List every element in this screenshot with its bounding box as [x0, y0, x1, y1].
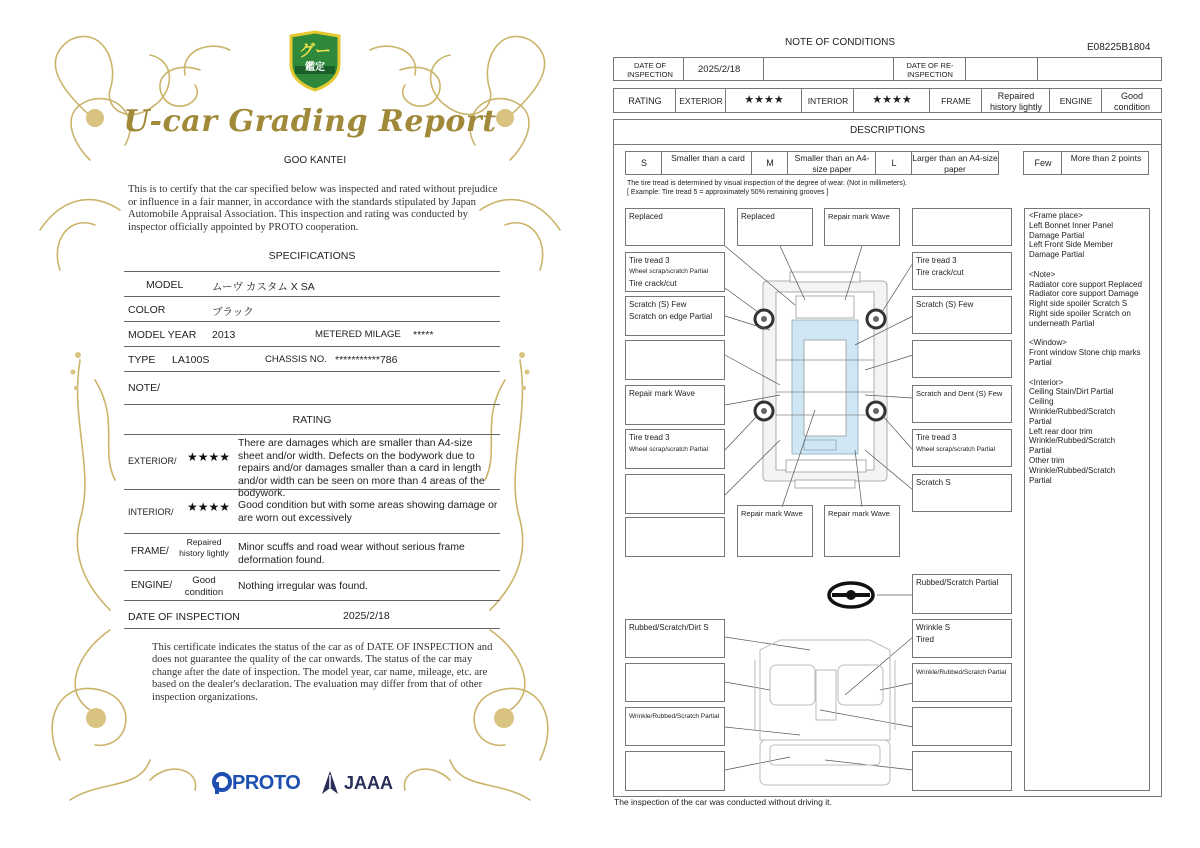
note-line: underneath Partial	[1029, 318, 1095, 328]
condition-box-empty	[625, 340, 725, 380]
notes-panel	[1024, 208, 1150, 791]
report-subtitle: GOO KANTEI	[283, 155, 347, 166]
color-value: ブラック	[212, 306, 254, 318]
condition-box	[912, 619, 1012, 658]
legend-desc-few: More than 2 points	[1070, 153, 1142, 163]
condition-text: Tire tread 3	[916, 433, 957, 442]
sheet-title: NOTE OF CONDITIONS	[785, 37, 895, 48]
color-label: COLOR	[128, 304, 166, 316]
exterior-label: EXTERIOR	[679, 96, 723, 106]
note-line: Left Front Side Member	[1029, 240, 1114, 250]
condition-text: Wheel scrap/scratch Partial	[629, 268, 709, 275]
condition-text: Tire tread 3	[916, 256, 957, 265]
condition-box	[625, 385, 725, 425]
condition-box	[912, 429, 1012, 467]
condition-box-empty	[912, 340, 1012, 378]
rating-label: RATING	[628, 96, 662, 106]
legend-key-l: L	[891, 158, 897, 168]
note-line: Ceiling Stain/Dirt Partial	[1029, 387, 1114, 397]
note-line: Radiator core support Damage	[1029, 289, 1139, 299]
chassis-value: ***********786	[335, 354, 398, 366]
condition-box	[912, 385, 1012, 423]
condition-text: Scratch (S) Few	[916, 300, 974, 309]
divider	[124, 533, 500, 534]
divider	[124, 404, 500, 405]
divider	[124, 600, 500, 601]
specifications-heading: SPECIFICATIONS	[268, 250, 356, 262]
note-line: <Note>	[1029, 269, 1056, 279]
note-line: Wrinkle/Rubbed/Scratch	[1029, 465, 1116, 475]
condition-text: Wheel scrap/scratch Partial	[916, 446, 996, 453]
issuer-logos	[212, 770, 412, 800]
jaaa-logo-icon	[320, 770, 340, 796]
model-label: MODEL	[146, 279, 184, 291]
interior-stars: ★★★★	[872, 94, 912, 106]
note-line: Right side spoiler Scratch S	[1029, 299, 1128, 309]
frame-value: Repaired history lightly	[989, 91, 1043, 112]
rating-heading: RATING	[292, 414, 332, 426]
condition-box	[824, 505, 900, 557]
legend-desc-l: Larger than an A4-size paper	[912, 153, 998, 174]
frame-label: FRAME	[941, 96, 971, 106]
note-line	[1029, 368, 1147, 378]
tire-tread-note: The tire tread is determined by visual inspection of the degree of wear. (Not in millimeters).	[627, 180, 908, 187]
divider	[124, 434, 500, 435]
condition-box-empty	[912, 707, 1012, 746]
condition-box	[737, 208, 813, 246]
condition-text: Wrinkle/Rubbed/Scratch Partial	[629, 713, 720, 720]
engine-value: Good condition	[1113, 91, 1151, 112]
note-line: Radiator core support Replaced	[1029, 279, 1142, 289]
condition-text: Replaced	[629, 212, 663, 221]
note-line: Left rear door trim	[1029, 426, 1093, 436]
exterior-label: EXTERIOR/	[128, 456, 177, 466]
engine-value: Good condition	[184, 575, 224, 598]
interior-stars: ★★★★	[187, 500, 231, 514]
date-of-inspection-label: DATE OF INSPECTION	[128, 611, 240, 623]
condition-box	[912, 663, 1012, 702]
divider	[124, 321, 500, 322]
divider	[124, 346, 500, 347]
condition-box	[912, 474, 1012, 512]
condition-text: Tire tread 3	[629, 256, 670, 265]
date-of-inspection-value: 2025/2/18	[343, 610, 390, 622]
condition-box-empty	[625, 474, 725, 514]
condition-box	[912, 574, 1012, 614]
interior-label: INTERIOR/	[128, 507, 174, 517]
condition-text: Wrinkle/Rubbed/Scratch Partial	[916, 669, 1007, 676]
condition-box	[625, 296, 725, 336]
condition-text: Scratch on edge Partial	[629, 312, 713, 321]
condition-box	[912, 252, 1012, 290]
divider	[124, 296, 500, 297]
note-line	[1029, 260, 1147, 270]
legend-key-few: Few	[1034, 158, 1052, 168]
metered-mileage-value: *****	[413, 329, 434, 341]
exterior-stars: ★★★★	[187, 450, 231, 464]
condition-box	[824, 208, 900, 246]
condition-box-empty	[625, 751, 725, 791]
note-line	[1029, 329, 1147, 339]
exterior-stars: ★★★★	[744, 94, 784, 106]
legend-key-s: S	[640, 158, 647, 168]
legend-desc-m: Smaller than an A4-size paper	[794, 153, 870, 174]
condition-box	[625, 707, 725, 746]
condition-box	[625, 429, 725, 469]
note-line: Damage Partial	[1029, 230, 1085, 240]
note-line: Partial	[1029, 357, 1052, 367]
condition-box	[737, 505, 813, 557]
condition-text: Rubbed/Scratch Partial	[916, 578, 999, 587]
note-line: Partial	[1029, 475, 1052, 485]
model-year-value: 2013	[212, 329, 236, 341]
model-value: ムーヴ カスタム X SA	[212, 281, 315, 293]
condition-text: Tired	[916, 635, 934, 644]
engine-label: ENGINE/	[131, 580, 173, 591]
exterior-description: There are damages which are smaller than A4-size sheet and/or width. Defects on the bodywork due to repairs and/or damages smaller than a card in length and/or width can be seen on more than 4 areas of the bodywork.	[238, 438, 485, 499]
note-line: <Window>	[1029, 338, 1067, 348]
jaaa-logo-text: JAAA	[344, 773, 394, 793]
condition-text: Scratch S	[916, 478, 951, 487]
divider	[124, 489, 500, 490]
note-line: <Interior>	[1029, 377, 1064, 387]
condition-text: Repair mark Wave	[828, 509, 890, 518]
condition-box-empty	[912, 751, 1012, 791]
badge-sub-text: 鑑定	[305, 62, 325, 73]
type-label: TYPE	[128, 354, 156, 366]
condition-text: Wheel scrap/scratch Partial	[629, 446, 709, 453]
condition-box-empty	[625, 663, 725, 702]
condition-box	[625, 252, 725, 292]
condition-text: Tire crack/cut	[629, 279, 677, 288]
condition-text: Repair mark Wave	[828, 212, 890, 221]
condition-box-empty	[625, 517, 725, 557]
divider	[124, 271, 500, 272]
note-line: Other trim	[1029, 455, 1065, 465]
certificate-disclaimer: This certificate indicates the status of the car as of DATE OF INSPECTION and does not guarantee the quality of the car onwards. The status of the car may change after the date of inspection. The model year, car name, mileage, etc. are based on the dealer's declaration. The evaluation may differ from that of other inspection organizations.	[152, 642, 493, 703]
frame-value: Repaired history lightly	[179, 537, 229, 558]
divider	[124, 570, 500, 571]
note-line: Damage Partial	[1029, 250, 1085, 260]
engine-description: Nothing irregular was found.	[238, 581, 368, 592]
condition-text: Replaced	[741, 212, 775, 221]
condition-text: Scratch (S) Few	[629, 300, 687, 309]
goo-kantei-badge	[287, 30, 343, 92]
condition-box	[912, 296, 1012, 334]
divider	[124, 371, 500, 372]
proto-logo-text: PROTO	[232, 772, 301, 794]
divider	[124, 628, 500, 629]
interior-label: INTERIOR	[807, 96, 849, 106]
note-line: <Frame place>	[1029, 211, 1083, 220]
legend-key-m: M	[766, 158, 774, 168]
note-line: Wrinkle/Rubbed/Scratch	[1029, 406, 1116, 416]
note-line: Front window Stone chip marks	[1029, 348, 1141, 358]
frame-description: Minor scuffs and road wear without serious frame deformation found.	[238, 542, 465, 566]
note-line: Right side spoiler Scratch on	[1029, 308, 1131, 318]
note-line: Wrinkle/Rubbed/Scratch	[1029, 436, 1116, 446]
condition-text: Tire crack/cut	[916, 268, 964, 277]
condition-box	[625, 619, 725, 658]
inspection-code: E08225B1804	[1087, 42, 1151, 53]
date-of-inspection-value: 2025/2/18	[698, 64, 741, 75]
note-line: Partial	[1029, 446, 1052, 456]
note-of-conditions-sheet	[600, 0, 1200, 848]
tire-tread-example: [ Example: Tire tread 5 = approximately 50% remaining grooves ]	[627, 189, 829, 196]
descriptions-heading: DESCRIPTIONS	[849, 125, 925, 136]
certification-statement: This is to certify that the car specified below was inspected and rated without prejudice or influence in a fair manner, in accordance with the standards stipulated by Japan Automobile Appraisal Association. This inspection and rating was conducted by inspector officially appointed by PROTO cooperation.	[128, 184, 498, 233]
frame-label: FRAME/	[131, 546, 169, 557]
chassis-label: CHASSIS NO.	[265, 354, 327, 365]
note-line: Left Bonnet Inner Panel	[1029, 220, 1114, 230]
note-line: Ceiling	[1029, 397, 1054, 407]
condition-text: Repair mark Wave	[741, 509, 803, 518]
legend-desc-s: Smaller than a card	[671, 153, 745, 163]
report-title: U-car Grading Report	[123, 104, 497, 139]
sheet-footer-note: The inspection of the car was conducted without driving it.	[614, 797, 832, 807]
metered-mileage-label: METERED MILAGE	[315, 329, 401, 340]
type-value: LA100S	[172, 354, 210, 366]
condition-box-empty	[912, 208, 1012, 246]
badge-logo-text: グー	[298, 43, 331, 60]
condition-text: Rubbed/Scratch/Dirt S	[629, 623, 709, 632]
note-label: NOTE/	[128, 382, 161, 394]
proto-logo-icon	[212, 772, 232, 794]
engine-label: ENGINE	[1059, 96, 1093, 106]
interior-description: Good condition but with some areas showing damage or are worn out excessively	[238, 500, 498, 524]
model-year-label: MODEL YEAR	[128, 329, 197, 341]
note-line: Partial	[1029, 416, 1052, 426]
date-of-reinspection-label: DATE OF RE-INSPECTION	[906, 61, 954, 79]
date-of-inspection-label: DATE OF INSPECTION	[627, 61, 673, 79]
condition-box	[625, 208, 725, 246]
condition-text: Wrinkle S	[916, 623, 951, 632]
condition-text: Tire tread 3	[629, 433, 670, 442]
condition-text: Repair mark Wave	[629, 389, 695, 398]
condition-text: Scratch and Dent (S) Few	[916, 389, 1003, 398]
